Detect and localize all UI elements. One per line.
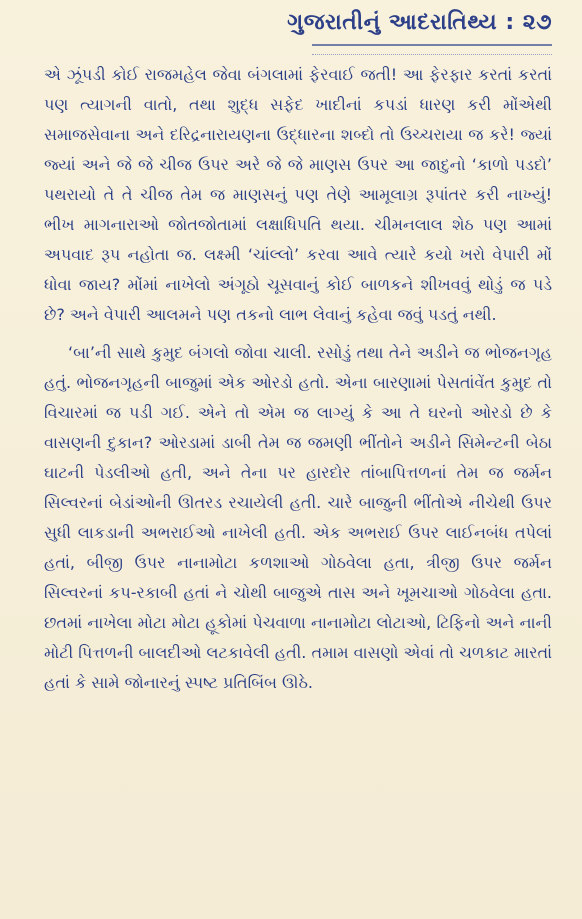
paragraph-2: ‘બા’ની સાથે કુમુદ બંગલો જોવા ચાલી. રસોડું તથા તેને અડીને જ ભોજનગૃહ હતું. ભોજનગૃહની બાજુમાં એક ઓરડો હતો. એના બારણામાં પેસતાંવેંત કુમુદ તો વિચારમાં જ પડી ગઈ. એને તો એમ જ લાગ્યું કે આ તે ઘરનો ઓરડો છે કે વાસણની દુકાન? ઓરડામાં ડાબી તેમ જ જમણી ભીંતોને અડીને સિમેન્ટની બેઠા ઘાટની પેડલીઓ હતી, અને તેના પર હારદોર તાંબાપિત્તળનાં તેમ જ જર્મન સિલ્વરનાં બેડાંઓની ઊતરડ રચાયેલી હતી. ચારે બાજુની ભીંતોએ નીચેથી ઉપર સુધી લાકડાની અભરાઈઓ નાખેલી હતી. એક અભરાઈ ઉપર લાઈનબંધ તપેલાં હતાં, બીજી ઉપર નાનામોટા કળશાઓ ગોઠવેલા હતા, ત્રીજી ઉપર જર્મન સિલ્વરનાં કપ-રકાબી હતાં ને ચોથી બાજુએ તાસ અને ખૂમચાઓ ગોઠવેલા હતા. છતમાં નાખેલા મોટા મોટા હૂકોમાં પેચવાળા નાનામોટા લોટાઓ, ટિફિનો અને નાની મોટી પિત્તળની બાલદીઓ લટકાવેલી હતી. તમામ વાસણો એવાં તો ચળકાટ મારતાં હતાં કે સામે જોનારનું સ્પષ્ટ પ્રતિબિંબ ઊઠે.: [44, 343, 553, 692]
paragraph-1: એ ઝૂંપડી કોઈ રાજમહેલ જેવા બંગલામાં ફેરવાઈ જતી! આ ફેરફાર કરતાં કરતાં પણ ત્યાગની વાતો, તથા શુદ્ધ સફેદ ખાદીનાં કપડાં ધારણ કરી મોંએથી સમાજસેવાના અને દરિદ્રનારાયણના ઉદ્ધારના શબ્દો તો ઉચ્ચરાયા જ કરે! જ્યાં જ્યાં અને જે જે ચીજ ઉપર અરે જે જે માણસ ઉપર આ જાદુનો ‘કાળો પડદો’ પથરાયો તે તે ચીજ તેમ જ માણસનું પણ તેણે આમૂલાગ્ર રૂપાંતર કરી નાખ્યું! ભીખ માગનારાઓ જોતજોતામાં લક્ષાધિપતિ થયા. ચીમનલાલ શેઠ પણ આમાં અપવાદ રૂપ નહોતા જ. લક્ષ્મી ‘ચાંલ્લો’ કરવા આવે ત્યારે કયો ખરો વેપારી મોં ધોવા જાય? મોંમાં નાખેલો અંગૂઠો ચૂસવાનું કોઈ બાળકને શીખવવું થોડું જ પડે છે? અને વેપારી આલમને પણ તકનો લાભ લેવાનું કહેવા જવું પડતું નથી.: [44, 65, 552, 324]
header-rule: [312, 44, 552, 55]
running-head: ગુજરાતીનું આદરાતિથ્ય : ૨૭: [287, 10, 552, 35]
body-text: [44, 60, 552, 706]
